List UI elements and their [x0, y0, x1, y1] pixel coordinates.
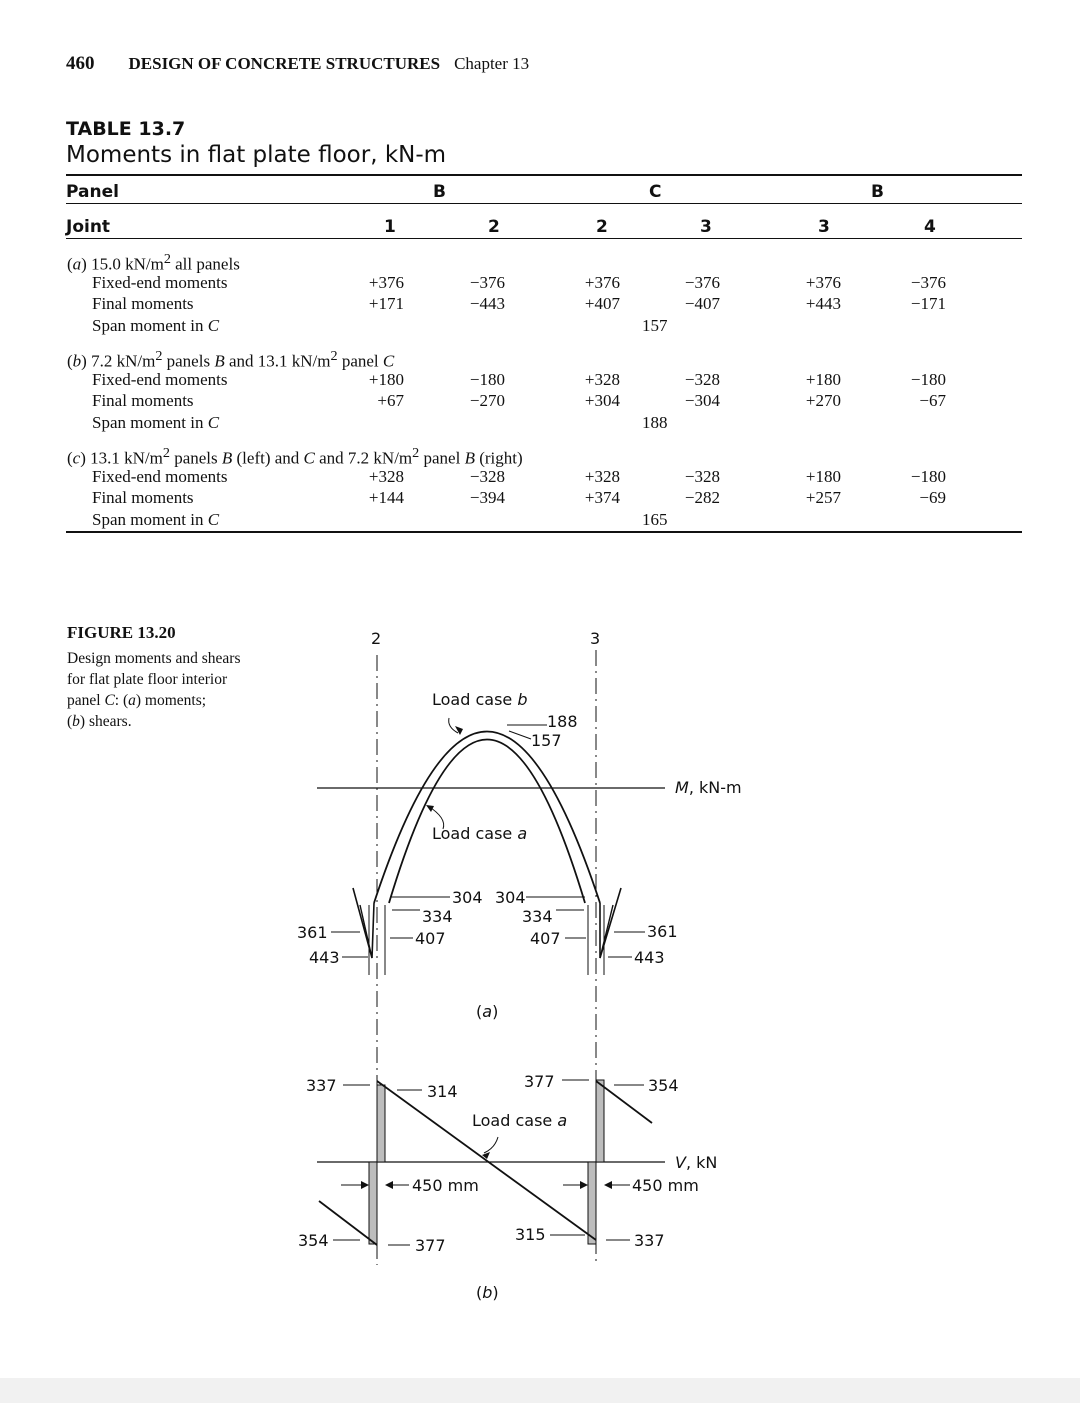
- row-label: Final moments: [92, 294, 194, 313]
- moment-value: +144: [368, 488, 404, 507]
- label-right-334: 334: [522, 907, 553, 926]
- label-315: 315: [515, 1225, 546, 1244]
- label-188: 188: [547, 712, 578, 731]
- moment-value: −328: [469, 466, 505, 486]
- label-right-450: 450 mm: [632, 1176, 699, 1195]
- caption-line: Design moments and shears: [67, 650, 241, 667]
- moment-curve-case-b: [374, 732, 600, 904]
- caption-line: (b) shears.: [67, 713, 132, 730]
- table-title: Moments in flat plate floor, kN-m: [66, 142, 447, 168]
- moment-value: −180: [910, 466, 946, 486]
- row-label: Fixed-end moments: [92, 272, 228, 292]
- left-support-shading-bottom: [369, 1162, 377, 1244]
- span-moment-label: Span moment in C: [92, 412, 220, 432]
- moment-value: +180: [805, 466, 841, 486]
- moment-value: +376: [805, 272, 841, 292]
- joint-2-b: 2: [488, 217, 500, 237]
- column-label-3: 3: [590, 629, 601, 648]
- row-label: Final moments: [92, 488, 194, 507]
- dim-left-arrowhead-in: [361, 1181, 369, 1189]
- dim-left-arrowhead-out: [385, 1181, 393, 1189]
- moment-value: +180: [368, 369, 404, 389]
- row-label: Fixed-end moments: [92, 369, 228, 389]
- label-left-450: 450 mm: [412, 1176, 479, 1195]
- moment-value: −394: [469, 488, 505, 507]
- joint-1: 1: [384, 217, 396, 237]
- arrowhead-load-case-a: [426, 805, 434, 812]
- left-support-shading-top: [377, 1085, 385, 1162]
- moment-value: +328: [368, 466, 404, 486]
- sublabel-a: (a): [476, 1002, 499, 1021]
- moment-value: +443: [805, 294, 841, 313]
- joint-3-c: 3: [700, 217, 712, 237]
- case-title: (a) 15.0 $kN/m^2$ all panels: [67, 251, 240, 274]
- moment-value: −180: [469, 369, 505, 389]
- shear-line-main: [377, 1081, 596, 1240]
- right-support-shading-top: [596, 1080, 604, 1162]
- label-left-443: 443: [309, 948, 340, 967]
- panel-b-right: B: [871, 182, 884, 202]
- arrowhead-load-case-b: [455, 726, 463, 735]
- moment-curve-case-a: [389, 740, 585, 904]
- moment-value: −328: [684, 369, 720, 389]
- caption-line: panel C: (a) moments;: [67, 692, 207, 709]
- moment-value: −376: [684, 272, 720, 292]
- joint-header: Joint: [66, 217, 111, 237]
- label-load-case-a: Load case a: [432, 824, 528, 843]
- figure-label: FIGURE 13.20: [67, 623, 176, 642]
- moment-value: −328: [684, 466, 720, 486]
- case-title: (c) 13.1 $kN/m^2$ panels B (left) and C and 7.2 $kN/m^2$ panel B (right): [67, 445, 523, 468]
- label-377-bottom: 377: [415, 1236, 446, 1255]
- caption-line: for flat plate floor interior: [67, 671, 228, 688]
- case-title: (b) 7.2 $kN/m^2$ panels B and 13.1 $kN/m^2$ panel C: [67, 348, 395, 371]
- moment-value: −304: [684, 391, 720, 410]
- moment-value: −282: [684, 488, 720, 507]
- panel-b-left: B: [433, 182, 446, 202]
- label-left-334: 334: [422, 907, 453, 926]
- leader-shear-load-case-a: [484, 1137, 498, 1153]
- moment-value: +304: [584, 391, 620, 410]
- label-337-top: 337: [306, 1076, 337, 1095]
- label-left-407: 407: [415, 929, 446, 948]
- panel-header: Panel: [66, 182, 119, 202]
- joint-3-b: 3: [818, 217, 830, 237]
- span-moment-value: 157: [642, 315, 668, 335]
- label-right-304: 304: [495, 888, 526, 907]
- scan-bottom-band: [0, 1378, 1080, 1403]
- moment-value: +376: [368, 272, 404, 292]
- moment-value: +328: [584, 466, 620, 486]
- moment-value: +376: [584, 272, 620, 292]
- span-moment-value: 165: [642, 509, 668, 529]
- label-moment-axis: M, kN-m: [675, 778, 742, 797]
- label-354-left: 354: [298, 1231, 329, 1250]
- label-337-bottom: 337: [634, 1231, 665, 1250]
- label-377-top: 377: [524, 1072, 555, 1091]
- label-157: 157: [531, 731, 562, 750]
- chapter-label: Chapter 13: [454, 54, 530, 73]
- right-support-shading-bottom: [588, 1162, 596, 1244]
- moment-value: +328: [584, 369, 620, 389]
- label-right-361: 361: [647, 922, 678, 941]
- table-label: TABLE 13.7: [66, 118, 186, 140]
- moment-value: −376: [910, 272, 946, 292]
- moment-value: −443: [469, 294, 505, 313]
- moment-value: −407: [684, 294, 720, 313]
- leader-load-case-b: [449, 718, 458, 733]
- row-label: Fixed-end moments: [92, 466, 228, 486]
- moment-value: −180: [910, 369, 946, 389]
- joint-4: 4: [924, 217, 936, 237]
- sublabel-b: (b): [476, 1283, 499, 1302]
- book-title: DESIGN OF CONCRETE STRUCTURES: [128, 54, 441, 73]
- joint-2-c: 2: [596, 217, 608, 237]
- moment-value: −171: [910, 294, 946, 313]
- dim-right-arrowhead-in: [580, 1181, 588, 1189]
- moment-value: +270: [805, 391, 841, 410]
- moment-value: +171: [368, 294, 404, 313]
- span-moment-label: Span moment in C: [92, 315, 220, 335]
- moment-value: +180: [805, 369, 841, 389]
- label-314: 314: [427, 1082, 458, 1101]
- dim-right-arrowhead-out: [604, 1181, 612, 1189]
- label-shear-axis: V, kN: [675, 1153, 718, 1172]
- moment-value: −69: [919, 488, 946, 507]
- moment-value: +407: [584, 294, 620, 313]
- panel-c: C: [649, 182, 662, 202]
- label-354-right: 354: [648, 1076, 679, 1095]
- moment-value: −270: [469, 391, 505, 410]
- moment-left-wedge-inner: [360, 905, 372, 958]
- label-shear-load-case-a: Load case a: [472, 1111, 568, 1130]
- span-moment-value: 188: [642, 412, 668, 432]
- moment-right-wedge-inner: [600, 905, 613, 958]
- label-left-304: 304: [452, 888, 483, 907]
- moment-value: −376: [469, 272, 505, 292]
- moment-value: +67: [377, 391, 404, 410]
- label-right-443: 443: [634, 948, 665, 967]
- label-right-407: 407: [530, 929, 561, 948]
- moment-value: −67: [919, 391, 946, 410]
- label-left-361: 361: [297, 923, 328, 942]
- moment-value: +257: [805, 488, 841, 507]
- span-moment-label: Span moment in C: [92, 509, 220, 529]
- row-label: Final moments: [92, 391, 194, 410]
- column-label-2: 2: [371, 629, 382, 648]
- leader-157: [509, 731, 531, 739]
- label-load-case-b: Load case b: [432, 690, 528, 709]
- page-number: 460: [66, 53, 95, 74]
- moment-value: +374: [584, 488, 620, 507]
